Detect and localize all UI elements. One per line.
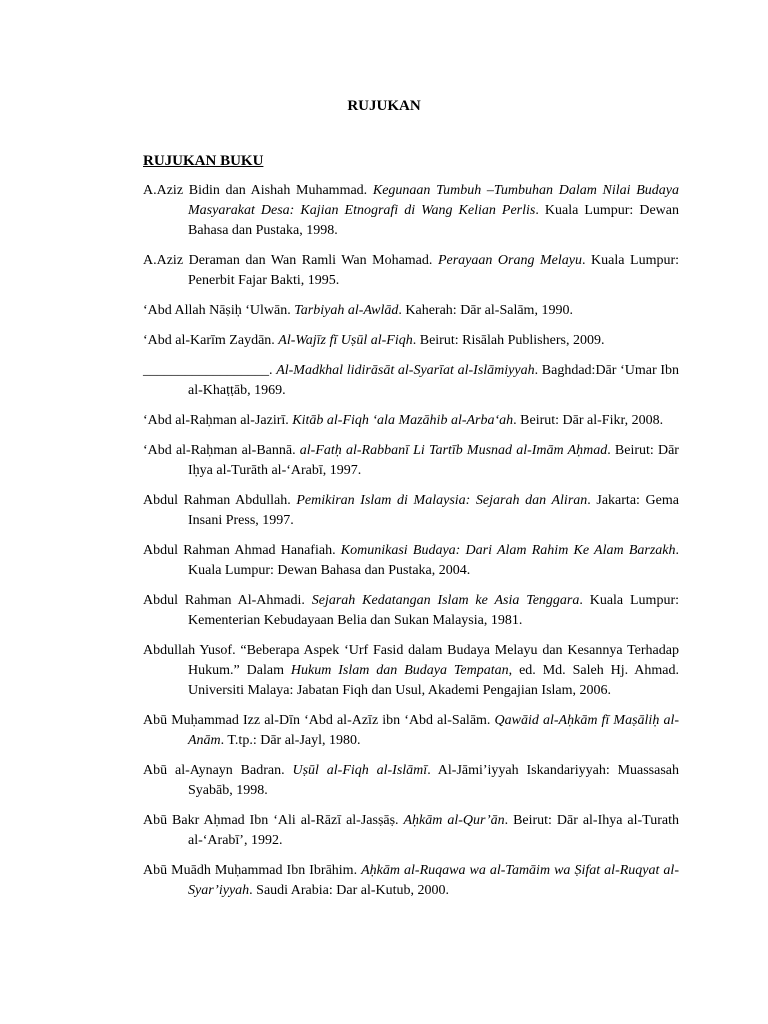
reference-item: __________________. Al-Madkhal lidirāsāt al-Syarīat al-Islāmiyyah. Baghdad:Dār ‘Umar Ibn al-Khaṭṭāb, 1969. (143, 363, 680, 398)
section-heading: RUJUKAN BUKU (143, 153, 264, 169)
reference-item: Abdul Rahman Al-Ahmadi. Sejarah Kedatangan Islam ke Asia Tenggara. Kuala Lumpur: Kementerian Kebudayaan Belia dan Sukan Malaysia, 1981. (143, 593, 679, 628)
reference-title: Qawāid al-Aḥkām fī Maṣāliḥ al-Anām (188, 713, 679, 748)
reference-title: Kitāb al-Fiqh ‘ala Mazāhib al-Arba‘ah (292, 413, 514, 428)
reference-title: Aḥkām al-Ruqawa wa al-Tamāim wa Ṣifat al-Ruqyat al-Syar’iyyah (188, 863, 679, 898)
reference-title: Al-Madkhal lidirāsāt al-Syarīat al-Islāmiyyah (276, 363, 535, 378)
reference-title: Hukum Islam dan Budaya Tempatan (290, 663, 509, 678)
reference-title: al-Fatḥ al-Rabbanī Li Tartīb Musnad al-Imām Aḥmad (299, 443, 608, 458)
reference-item: ‘Abd Allah Nāṣiḥ ‘Ulwān. Tarbiyah al-Awlād. Kaherah: Dār al-Salām, 1990. (143, 303, 573, 318)
reference-item: Abū Muḥammad Izz al-Dīn ‘Abd al-Azīz ibn ‘Abd al-Salām. Qawāid al-Aḥkām fī Maṣāliḥ al-Anām. T.tp.: Dār al-Jayl, 1980. (143, 713, 679, 748)
reference-item: ‘Abd al-Raḥman al-Jazirī. Kitāb al-Fiqh ‘ala Mazāhib al-Arba‘ah. Beirut: Dār al-Fikr, 2008. (143, 413, 664, 428)
reference-title: Komunikasi Budaya: Dari Alam Rahim Ke Alam Barzakh (340, 543, 676, 558)
reference-item: Abdul Rahman Abdullah. Pemikiran Islam di Malaysia: Sejarah dan Aliran. Jakarta: Gema Insani Press, 1997. (143, 493, 679, 528)
reference-title: Sejarah Kedatangan Islam ke Asia Tenggara (311, 593, 580, 608)
reference-title: Aḥkām al-Qur’ān (403, 813, 505, 828)
reference-item: A.Aziz Bidin dan Aishah Muhammad. Kegunaan Tumbuh –Tumbuhan Dalam Nilai Budaya Masyarakat Desa: Kajian Etnografi di Wang Kelian Perlis. Kuala Lumpur: Dewan Bahasa dan Pustaka, 1998. (143, 183, 679, 238)
reference-item: Abdullah Yusof. “Beberapa Aspek ‘Urf Fasid dalam Budaya Melayu dan Kesannya Terhadap Hukum.” Dalam Hukum Islam dan Budaya Tempatan, ed. Md. Saleh Hj. Ahmad. Universiti Malaya: Jabatan Fiqh dan Usul, Akademi Pengajian Islam, 2006. (143, 643, 679, 698)
reference-item: Abū al-Aynayn Badran. Uṣūl al-Fiqh al-Islāmī. Al-Jāmi’iyyah Iskandariyyah: Muassasah Syabāb, 1998. (143, 763, 680, 798)
reference-title: Al-Wajīz fī Uṣūl al-Fiqh (278, 333, 413, 348)
reference-title: Perayaan Orang Melayu (437, 253, 583, 268)
reference-title: Tarbiyah al-Awlād (294, 303, 399, 318)
reference-item: Abdul Rahman Ahmad Hanafiah. Komunikasi Budaya: Dari Alam Rahim Ke Alam Barzakh. Kuala Lumpur: Dewan Bahasa dan Pustaka, 2004. (143, 543, 679, 578)
reference-item: Abū Muādh Muḥammad Ibn Ibrāhim. Aḥkām al-Ruqawa wa al-Tamāim wa Ṣifat al-Ruqyat al-Syar’iyyah. Saudi Arabia: Dar al-Kutub, 2000. (143, 863, 679, 898)
reference-item: ‘Abd al-Raḥman al-Bannā. al-Fatḥ al-Rabbanī Li Tartīb Musnad al-Imām Aḥmad. Beirut: Dār Iḥya al-Turāth al-‘Arabī, 1997. (143, 443, 679, 478)
reference-list (143, 181, 679, 911)
reference-item: A.Aziz Deraman dan Wan Ramli Wan Mohamad. Perayaan Orang Melayu. Kuala Lumpur: Penerbit Fajar Bakti, 1995. (143, 253, 680, 288)
reference-title: Pemikiran Islam di Malaysia: Sejarah dan Aliran (296, 493, 588, 508)
page-title: RUJUKAN (347, 98, 421, 114)
reference-item: ‘Abd al-Karīm Zaydān. Al-Wajīz fī Uṣūl al-Fiqh. Beirut: Risālah Publishers, 2009. (143, 333, 605, 348)
reference-title: Uṣūl al-Fiqh al-Islāmī (292, 763, 428, 778)
reference-item: Abū Bakr Aḥmad Ibn ‘Ali al-Rāzī al-Jasṣāṣ. Aḥkām al-Qur’ān. Beirut: Dār al-Ihya al-Turath al-‘Arabī’, 1992. (143, 813, 680, 848)
reference-title: Kegunaan Tumbuh –Tumbuhan Dalam Nilai Budaya Masyarakat Desa: Kajian Etnografi di Wang Kelian Perlis (188, 183, 679, 218)
